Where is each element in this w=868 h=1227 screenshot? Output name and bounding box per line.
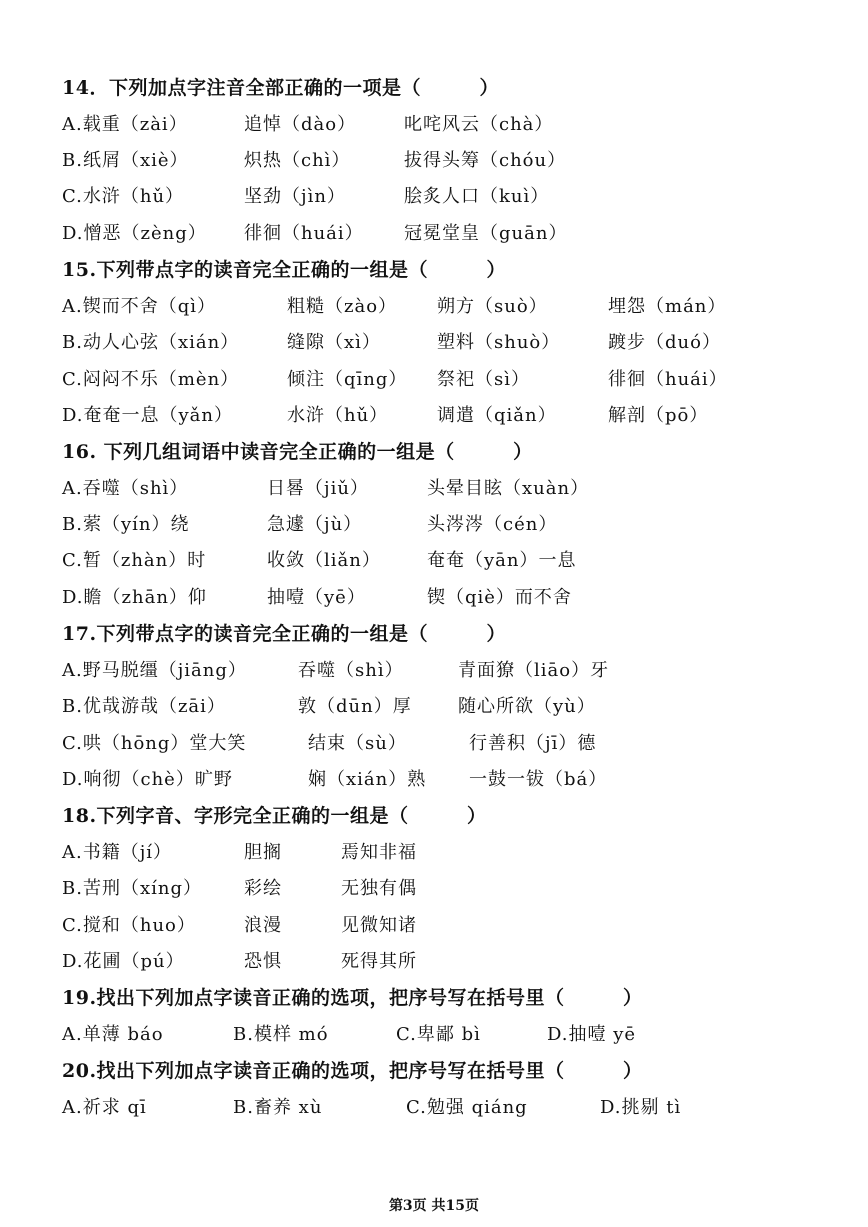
q17-option-d-3: 一鼓一钹（bá） [469,769,608,790]
q18-option-d-1: D.花圃（pú） [62,951,185,972]
question-15-title: 15.下列带点字的读音完全正确的一组是（ ） [62,259,507,281]
q17-option-b-3: 随心所欲（yù） [458,696,596,717]
q18-option-a-2: 胆搁 [244,842,282,863]
q18-option-d-3: 死得其所 [341,951,417,972]
q15-option-b-4: 踱步（duó） [608,332,721,353]
question-17-title: 17.下列带点字的读音完全正确的一组是（ ） [62,623,507,645]
question-19-title: 19.找出下列加点字读音正确的选项，把序号写在括号里（ ） [62,987,643,1009]
q14-option-c-2: 坚劲（jìn） [244,186,346,207]
q14-option-c-3: 脍炙人口（kuì） [404,186,550,207]
q16-option-b-2: 急遽（jù） [267,514,363,535]
q19-option-d: D.抽噎 yē [547,1024,637,1045]
question-14-title: 14．下列加点字注音全部正确的一项是（ ） [62,77,499,99]
q14-option-c-1: C.水浒（hǔ） [62,186,185,207]
q16-option-a-1: A.吞噬（shì） [62,478,189,499]
q16-option-c-3: 奄奄（yān）一息 [427,550,577,571]
q14-option-d-2: 徘徊（huái） [244,223,364,244]
q18-option-a-1: A.书籍（jí） [62,842,173,863]
q15-option-c-1: C.闷闷不乐（mèn） [62,369,240,390]
q16-option-a-2: 日晷（jiǔ） [267,478,369,499]
q18-option-c-3: 见微知诸 [341,915,417,936]
q15-option-c-4: 徘徊（huái） [608,369,728,390]
q20-option-b: B.畜养 xù [233,1097,323,1118]
q14-option-b-2: 炽热（chì） [244,150,351,171]
q18-option-b-1: B.苦刑（xíng） [62,878,202,899]
q16-option-a-3: 头晕目眩（xuàn） [427,478,590,499]
q19-option-a: A.单薄 báo [62,1024,164,1045]
q15-option-a-2: 粗糙（zào） [287,296,398,317]
q16-option-d-3: 锲（qiè）而不舍 [427,587,572,608]
q18-option-c-1: C.搅和（huo） [62,915,196,936]
q14-option-a-1: A.载重（zài） [62,114,188,135]
q16-option-b-3: 头涔涔（cén） [427,514,558,535]
q17-option-c-2: 结束（sù） [308,733,407,754]
q14-option-b-3: 拔得头筹（chóu） [404,150,567,171]
q18-option-c-2: 浪漫 [244,915,282,936]
q17-option-b-2: 敦（dūn）厚 [298,696,412,717]
q16-option-d-1: D.瞻（zhān）仰 [62,587,207,608]
q17-option-a-1: A.野马脱缰（jiāng） [62,660,247,681]
q18-option-b-3: 无独有偶 [341,878,417,899]
q15-option-a-1: A.锲而不舍（qì） [62,296,216,317]
q14-option-b-1: B.纸屑（xiè） [62,150,189,171]
q17-option-c-1: C.哄（hōng）堂大笑 [62,733,247,754]
q15-option-d-2: 水浒（hǔ） [287,405,389,426]
question-18-title: 18.下列字音、字形完全正确的一组是（ ） [62,805,487,827]
q17-option-d-1: D.响彻（chè）旷野 [62,769,233,790]
q15-option-b-2: 缝隙（xì） [287,332,381,353]
q17-option-c-3: 行善积（jī）德 [469,733,597,754]
q18-option-b-2: 彩绘 [244,878,282,899]
q15-option-c-3: 祭祀（sì） [437,369,530,390]
q15-option-d-4: 解剖（pō） [608,405,709,426]
q15-option-c-2: 倾注（qīng） [287,369,408,390]
q17-option-d-2: 娴（xián）熟 [308,769,427,790]
q14-option-a-3: 叱咤风云（chà） [404,114,554,135]
q14-option-a-2: 追悼（dào） [244,114,357,135]
q14-option-d-1: D.憎恶（zèng） [62,223,207,244]
q17-option-a-2: 吞噬（shì） [298,660,404,681]
q15-option-b-1: B.动人心弦（xián） [62,332,240,353]
q17-option-b-1: B.优哉游哉（zāi） [62,696,226,717]
q19-option-c: C.卑鄙 bì [396,1024,481,1045]
q18-option-a-3: 焉知非福 [341,842,417,863]
question-16-title: 16. 下列几组词语中读音完全正确的一组是（ ） [62,441,533,463]
q15-option-a-4: 埋怨（mán） [608,296,727,317]
q16-option-d-2: 抽噎（yē） [267,587,366,608]
q18-option-d-2: 恐惧 [244,951,282,972]
q15-option-d-1: D.奄奄一息（yǎn） [62,405,234,426]
q14-option-d-3: 冠冕堂皇（guān） [404,223,568,244]
q15-option-b-3: 塑料（shuò） [437,332,561,353]
q20-option-d: D.挑剔 tì [600,1097,682,1118]
q16-option-c-1: C.暂（zhàn）时 [62,550,207,571]
q19-option-b: B.模样 mó [233,1024,329,1045]
q16-option-c-2: 收敛（liǎn） [267,550,381,571]
q16-option-b-1: B.萦（yín）绕 [62,514,190,535]
q15-option-a-3: 朔方（suò） [437,296,548,317]
q17-option-a-3: 青面獠（liāo）牙 [458,660,610,681]
page-number-footer: 第3页 共15页 [388,1198,480,1214]
q15-option-d-3: 调遣（qiǎn） [437,405,557,426]
question-20-title: 20.找出下列加点字读音正确的选项，把序号写在括号里（ ） [62,1060,643,1082]
q20-option-c: C.勉强 qiáng [406,1097,528,1118]
q20-option-a: A.祈求 qī [62,1097,147,1118]
